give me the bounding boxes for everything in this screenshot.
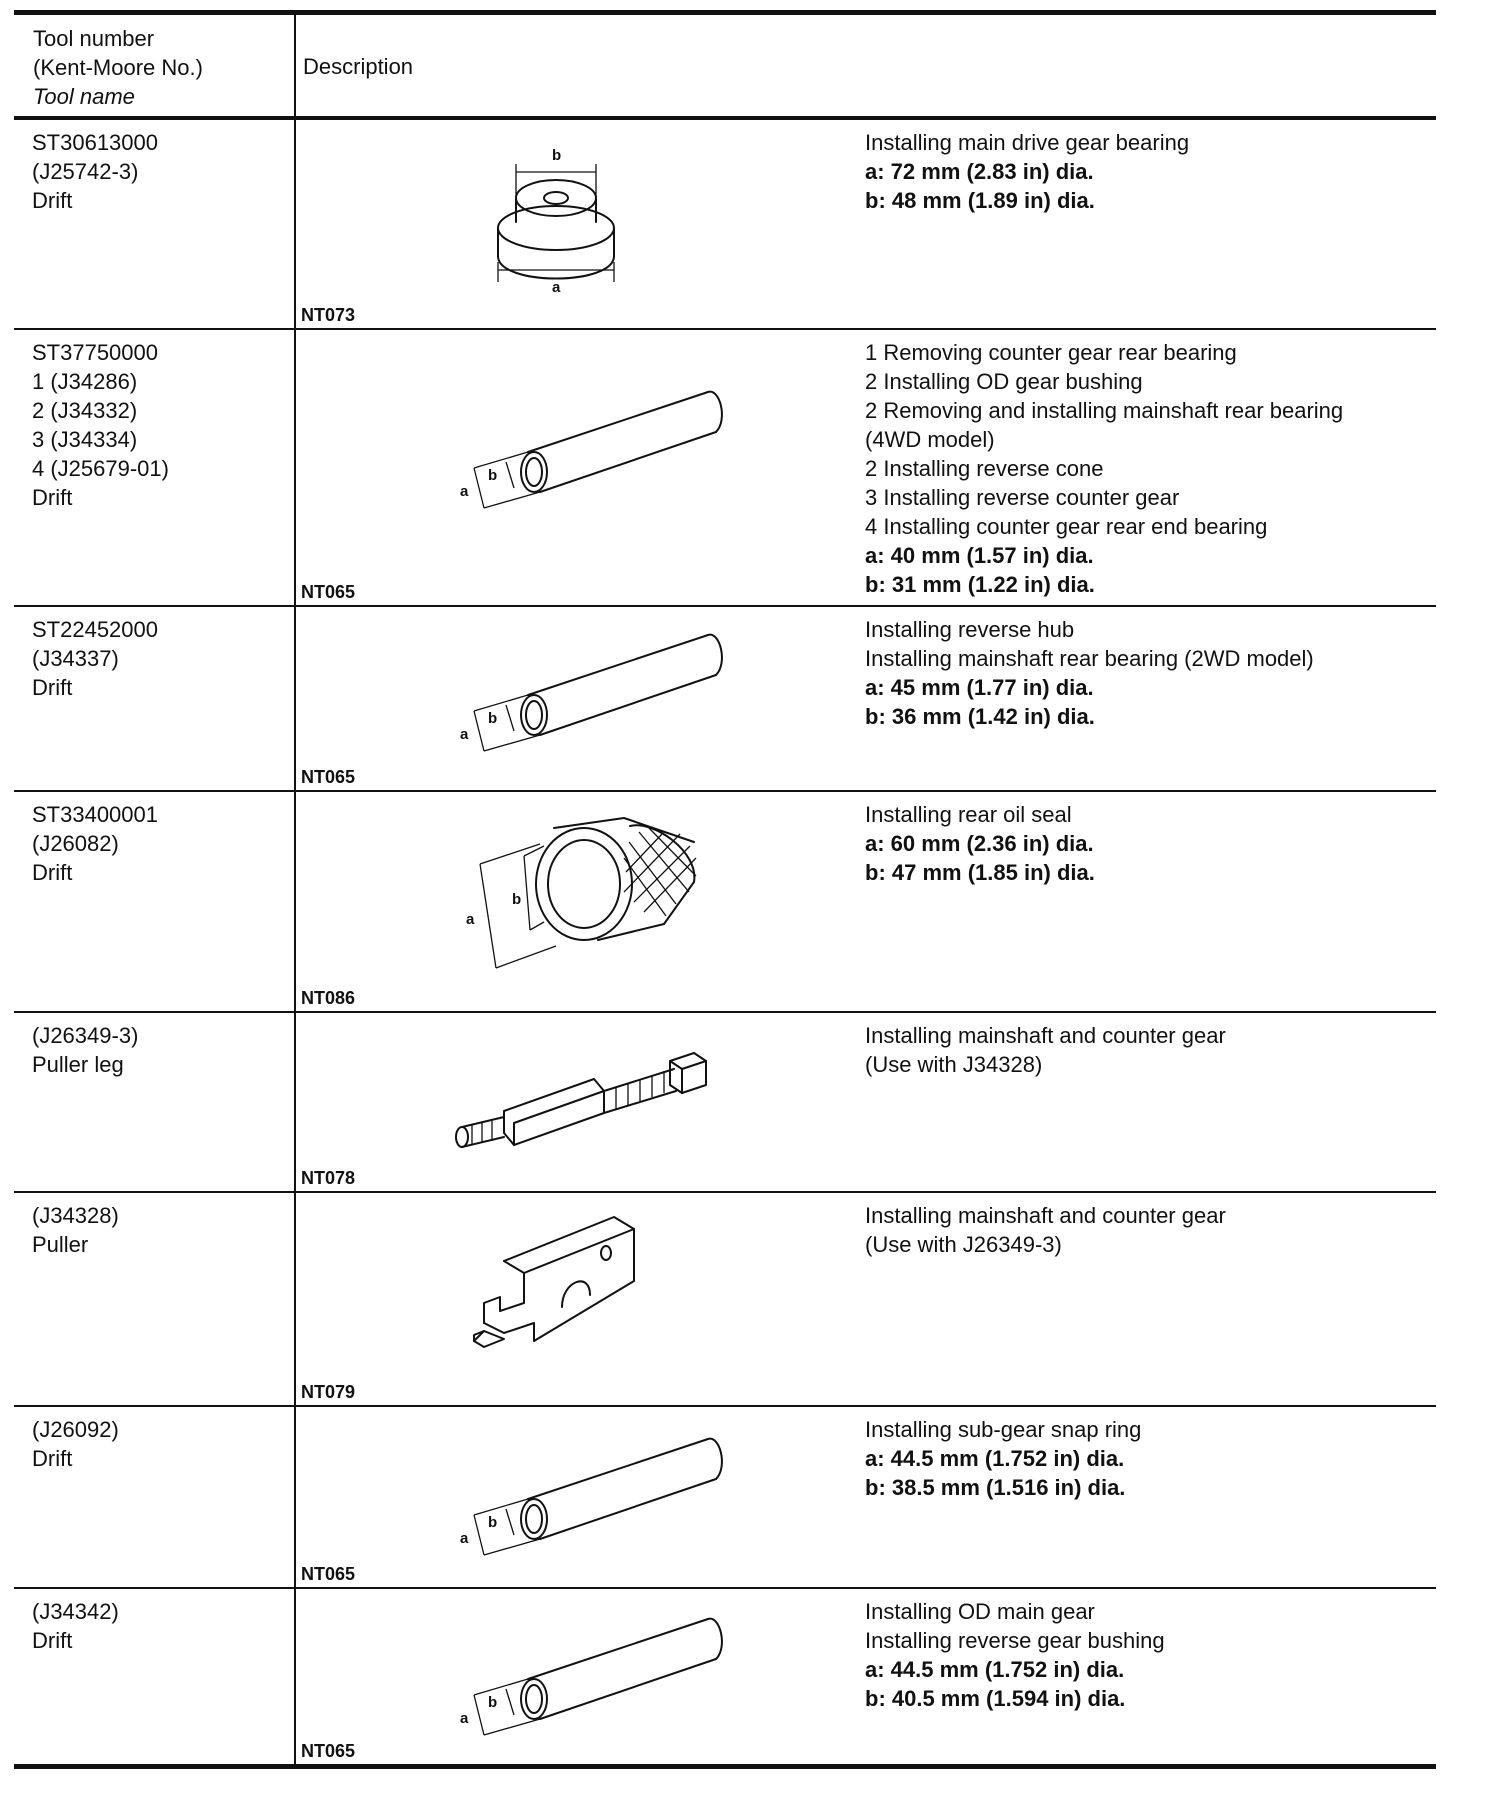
tube-drift-icon [444,380,734,525]
tool-line: Drift [32,1446,73,1471]
table-top-rule [14,10,1436,15]
dimension-line: a: 45 mm (1.77 in) dia. [865,675,1094,700]
tool-number: (J26092) [32,1417,119,1442]
tool-info [32,800,158,887]
fig-label-b: b [488,1514,498,1531]
description-line: 1 Removing counter gear rear bearing [865,340,1237,365]
tool-description [865,1415,1141,1502]
table-row [14,1589,1436,1766]
tool-number: ST33400001 [32,802,158,827]
dimension-line: b: 40.5 mm (1.594 in) dia. [865,1686,1126,1711]
dimension-line: a: 40 mm (1.57 in) dia. [865,543,1094,568]
description-line: Installing reverse hub [865,617,1075,642]
figure-code: NT065 [301,1564,356,1584]
tool-line: Drift [32,188,73,213]
tool-info [32,128,158,215]
fig-label-b: b [488,710,498,727]
tube-drift-icon [444,623,734,768]
tool-info [32,1597,119,1655]
header-kent-moore: (Kent-Moore No.) [33,55,203,80]
tool-info [32,1201,119,1259]
description-line: 2 Removing and installing mainshaft rear bearing [865,398,1344,423]
fig-label-a: a [460,726,469,743]
puller-plate-icon [444,1211,704,1376]
figure-code: NT079 [301,1382,356,1402]
header-tool-number: Tool number [33,26,155,51]
tool-line: Puller leg [32,1052,124,1077]
tool-description [865,128,1189,215]
table-row [14,1193,1436,1407]
figure-code: NT073 [301,305,356,325]
fig-label-b: b [488,467,498,484]
table-row [14,330,1436,607]
dimension-line: b: 47 mm (1.85 in) dia. [865,860,1095,885]
puller-leg-icon [444,1031,744,1176]
tool-line: Puller [32,1232,89,1257]
tool-description [865,1201,1226,1259]
tool-line: 4 (J25679-01) [32,456,169,481]
figure-code: NT065 [301,767,356,787]
tool-description [865,800,1095,887]
tool-number: ST22452000 [32,617,158,642]
figure-code: NT078 [301,1168,356,1188]
tool-line: 3 (J34334) [32,427,138,452]
tool-info [32,1415,119,1473]
header-tool-name: Tool name [33,84,135,109]
tool-number: ST37750000 [32,340,158,365]
tool-line: 1 (J34286) [32,369,138,394]
table-row [14,1013,1436,1193]
tool-number: (J26349-3) [32,1023,139,1048]
tool-line: Drift [32,1628,73,1653]
dimension-line: a: 72 mm (2.83 in) dia. [865,159,1094,184]
tool-info [32,1021,138,1079]
fig-label-a: a [460,1530,469,1547]
description-line: Installing reverse gear bushing [865,1628,1165,1653]
dimension-line: a: 44.5 mm (1.752 in) dia. [865,1446,1125,1471]
fig-label-b: b [488,1694,498,1711]
tool-info [32,615,158,702]
tool-line: Drift [32,485,73,510]
dimension-line: a: 60 mm (2.36 in) dia. [865,831,1094,856]
fig-label-b: b [552,147,562,164]
figure-code: NT065 [301,1741,356,1761]
stepped-drift-icon [444,136,644,301]
description-line: Installing sub-gear snap ring [865,1417,1142,1442]
fig-label-a: a [460,1710,469,1727]
knurled-seal-drift-icon [444,812,744,987]
description-line: (Use with J34328) [865,1052,1043,1077]
tool-number: (J34342) [32,1599,119,1624]
table-row [14,792,1436,1013]
fig-label-a: a [466,911,475,928]
tool-line: Drift [32,675,73,700]
description-line: (Use with J26349-3) [865,1232,1062,1257]
description-line: Installing mainshaft and counter gear [865,1023,1226,1048]
dimension-line: b: 48 mm (1.89 in) dia. [865,188,1095,213]
tool-description [865,1021,1226,1079]
header-tool-column [33,24,203,111]
figure-code: NT086 [301,988,356,1008]
tool-number: (J34328) [32,1203,119,1228]
dimension-line: a: 44.5 mm (1.752 in) dia. [865,1657,1125,1682]
description-line: 3 Installing reverse counter gear [865,485,1180,510]
table-row [14,607,1436,792]
description-line: Installing mainshaft and counter gear [865,1203,1226,1228]
dimension-line: b: 31 mm (1.22 in) dia. [865,572,1095,597]
tool-description [865,1597,1165,1713]
fig-label-b: b [512,891,522,908]
figure-code: NT065 [301,582,356,602]
dimension-line: b: 38.5 mm (1.516 in) dia. [865,1475,1126,1500]
description-line: (4WD model) [865,427,995,452]
tool-number: ST30613000 [32,130,158,155]
tool-line: (J25742-3) [32,159,139,184]
tool-line: (J26082) [32,831,119,856]
tube-drift-icon [444,1607,734,1752]
description-line: Installing mainshaft rear bearing (2WD model) [865,646,1314,671]
table-row [14,1407,1436,1589]
tube-drift-icon [444,1427,734,1572]
header-description: Description [303,54,414,79]
tool-line: (J34337) [32,646,119,671]
description-line: 4 Installing counter gear rear end bearing [865,514,1268,539]
tool-info [32,338,169,512]
dimension-line: b: 36 mm (1.42 in) dia. [865,704,1095,729]
description-line: Installing rear oil seal [865,802,1072,827]
tool-description [865,338,1343,599]
tool-line: 2 (J34332) [32,398,138,423]
description-line: 2 Installing reverse cone [865,456,1104,481]
description-line: Installing main drive gear bearing [865,130,1190,155]
tool-line: Drift [32,860,73,885]
fig-label-a: a [460,483,469,500]
tool-description [865,615,1314,731]
table-row [14,120,1436,330]
description-line: Installing OD main gear [865,1599,1095,1624]
description-line: 2 Installing OD gear bushing [865,369,1143,394]
fig-label-a: a [552,279,561,296]
